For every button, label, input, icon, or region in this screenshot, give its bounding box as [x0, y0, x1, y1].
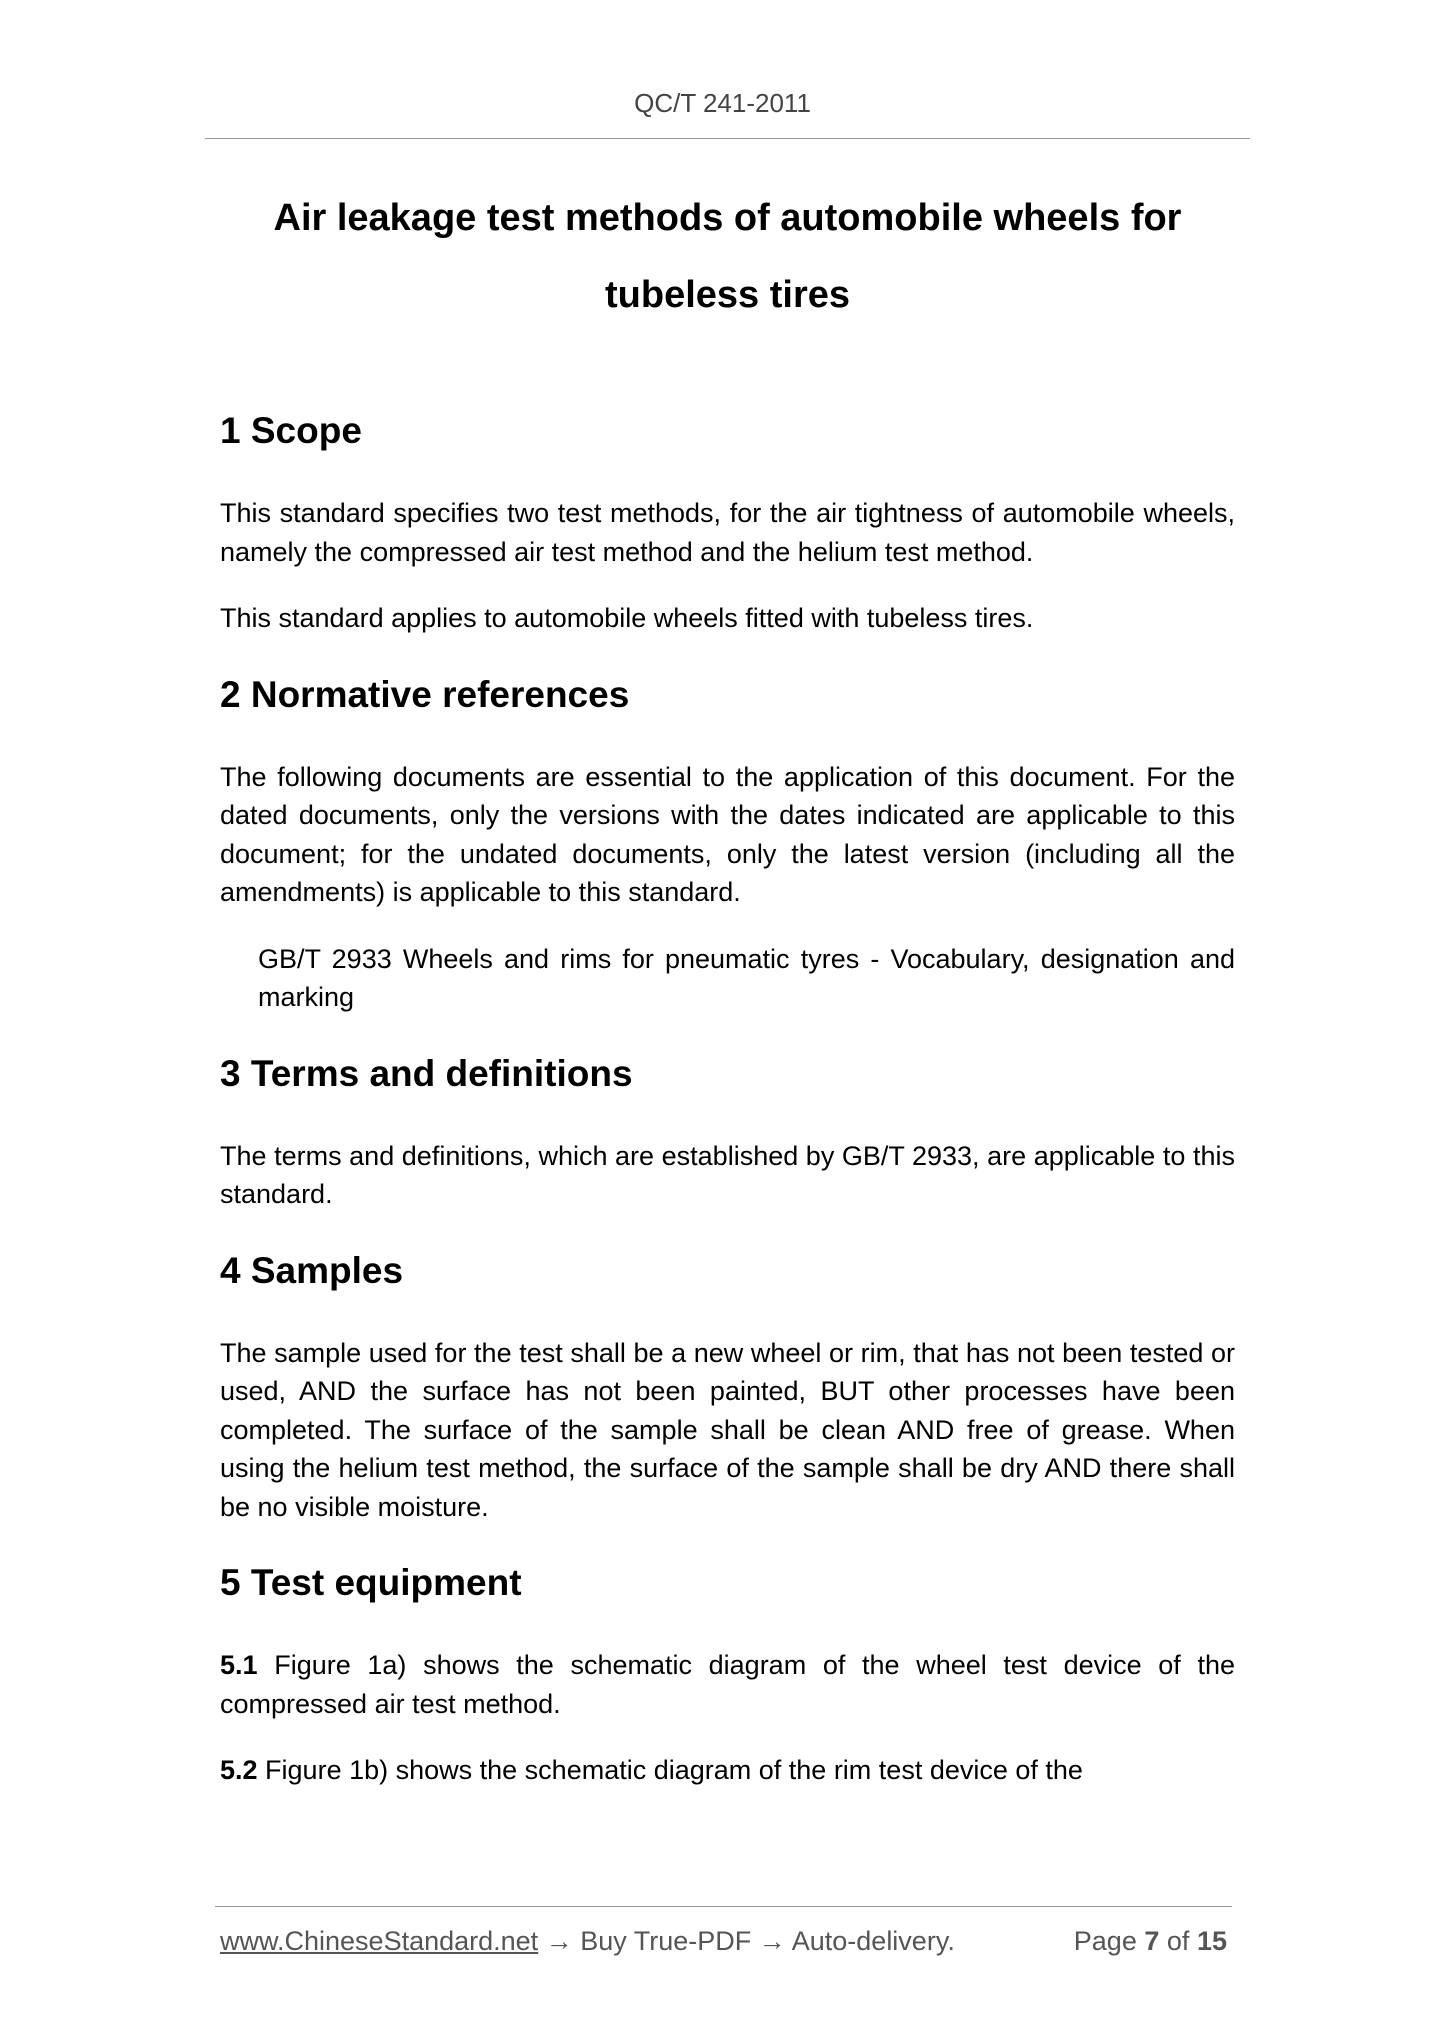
paragraph: This standard applies to automobile wheels fitted with tubeless tires.: [220, 603, 1034, 633]
clause-text: Figure 1b) shows the schematic diagram of the rim test device of the: [257, 1755, 1083, 1785]
page-footer: [220, 1926, 1235, 1962]
clause-number: 5.2: [220, 1755, 258, 1785]
page-indicator: [1074, 1926, 1227, 1957]
section-scope: [220, 408, 1235, 638]
website-link[interactable]: www.ChineseStandard.net: [220, 1926, 539, 1956]
clause-text: Figure 1a) shows the schematic diagram of the wheel test device of the compressed air test method.: [220, 1650, 1235, 1719]
paragraph: The following documents are essential to the application of this document. For the dated documents, only the versions with the dates indicated are applicable to this document; for the undated documents, only the latest version (including all the amendments) is applicable to this standard.: [220, 761, 1235, 907]
document-title-line-2: tubeless tires: [605, 274, 850, 316]
section-normative-references: [220, 672, 1235, 1017]
section-samples: [220, 1248, 1235, 1527]
footer-divider: [215, 1906, 1232, 1907]
clause-5-1: [220, 1646, 1235, 1723]
document-body: [220, 408, 1235, 1818]
header-divider: [205, 138, 1250, 139]
page-total: 15: [1196, 1926, 1227, 1956]
section-terms-definitions: [220, 1051, 1235, 1214]
clause-5-2: [220, 1751, 1235, 1790]
paragraph: This standard specifies two test methods, for the air tightness of automobile wheels, namely the compressed air test method and the helium test method.: [220, 498, 1235, 567]
section-heading: 1 Scope: [220, 410, 362, 451]
section-heading: 5 Test equipment: [220, 1562, 522, 1603]
paragraph: The terms and definitions, which are established by GB/T 2933, are applicable to this standard.: [220, 1140, 1235, 1209]
document-title-line-1: Air leakage test methods of automobile wheels for: [273, 197, 1182, 239]
header-doc-code: QC/T 241-2011: [634, 88, 811, 118]
section-heading: 4 Samples: [220, 1249, 404, 1291]
document-title: [205, 180, 1250, 334]
section-heading: 2 Normative references: [220, 673, 630, 715]
footer-promo: [220, 1926, 955, 1957]
paragraph: The sample used for the test shall be a new wheel or rim, that has not been tested or used, AND the surface has not been painted, BUT other processes have been completed. The surface of the sample shall be clean AND free of grease. When using the helium test method, the surface of the sample shall be dry AND there shall be no visible moisture.: [220, 1337, 1235, 1522]
of-label: of: [1166, 1926, 1190, 1956]
page-current: 7: [1144, 1926, 1160, 1956]
footer-promo-text: → Buy True-PDF → Auto-delivery.: [538, 1926, 955, 1956]
section-heading: 3 Terms and definitions: [220, 1052, 633, 1094]
clause-number: 5.1: [220, 1650, 258, 1680]
reference-item: GB/T 2933 Wheels and rims for pneumatic tyres - Vocabulary, designation and marking: [258, 943, 1235, 1012]
page-label: Page: [1073, 1926, 1137, 1956]
section-test-equipment: [220, 1560, 1235, 1790]
